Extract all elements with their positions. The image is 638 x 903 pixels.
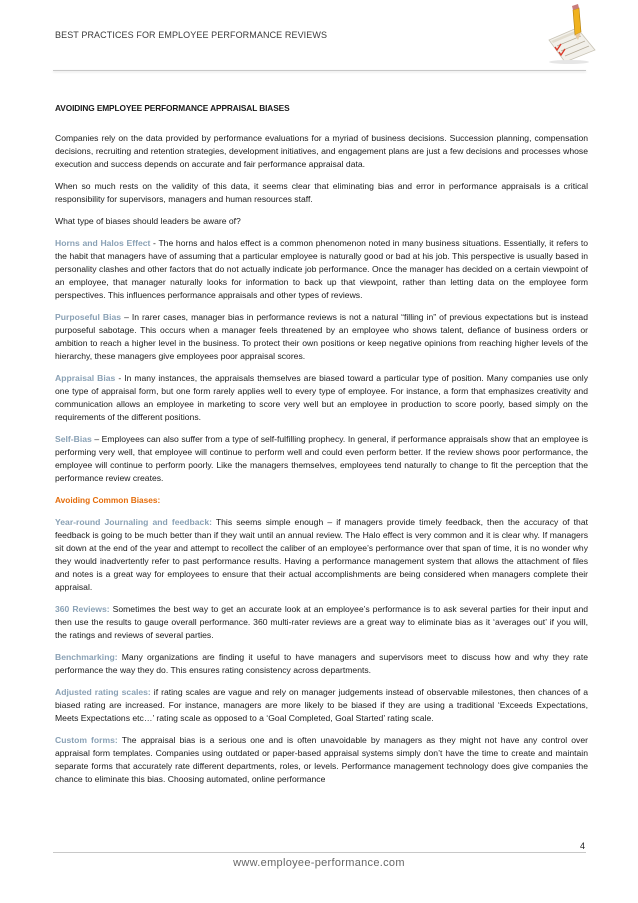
remedy-paragraph — [55, 651, 588, 677]
intro-paragraph: When so much rests on the validity of this data, it seems clear that eliminating bias and error in performance appraisals is a critical responsibility for supervisors, managers and human resources staff. — [55, 181, 588, 204]
footer-url[interactable]: www.employee-performance.com — [233, 857, 405, 869]
bias-paragraph — [55, 311, 588, 363]
bias-text: The horns and halos effect is a common phenomenon noted in many business situations. Essentially, it refers to the habit that managers have of assuming that a particular employee is naturally good or bad at his job. This perspective is usually based in personality clashes and other factors that do not actually indicate job performance. Once the manager has decided on a certain viewpoint of an employee, that manager naturally looks for information to back up that viewpoint, rather than letting data on the employee form perspectives. This influences performance appraisals and other types of reviews. — [55, 238, 588, 300]
bias-paragraph — [55, 433, 588, 485]
bias-term: Self-Bias — [55, 434, 92, 444]
remedy-text: The appraisal bias is a serious one and is often unavoidable by managers as they might not have any control over appraisal form templates. Companies using outdated or paper-based appraisal systems simply don’t have the time to create and maintain separate forms that accurately rate different departments, roles, or levels. Performance management technology does give companies the chance to eliminate this bias. Choosing automated, online performance — [55, 735, 588, 784]
avoiding-heading: Avoiding Common Biases: — [55, 495, 161, 505]
footer-divider — [53, 852, 586, 853]
remedy-term: Adjusted rating scales: — [55, 687, 151, 697]
separator: – — [121, 312, 132, 322]
bias-text: In rarer cases, manager bias in performance reviews is not a natural “filling in” of previous expectations but is instead purposeful sabotage. This occurs when a manager feels threatened by an employee who shows talent, defiance of business orders or ambition to reach a higher level in the business. To protect their own positions or keep negative opinions from reaching higher levels of the hierarchy, these managers give employees poor appraisal scores. — [55, 312, 588, 361]
pencil-checklist-icon — [543, 2, 598, 64]
section-title: AVOIDING EMPLOYEE PERFORMANCE APPRAISAL BIASES — [55, 103, 290, 113]
intro-paragraph: Companies rely on the data provided by performance evaluations for a myriad of business decisions. Succession planning, compensation decisions, recruiting and retention strategies, development initiatives, and engagement plans are just a few decisions and processes whose execution and success depends on accurate and fair performance appraisal data. — [55, 133, 588, 169]
page-body — [55, 102, 588, 795]
remedy-paragraph — [55, 603, 588, 642]
header-divider — [53, 70, 586, 71]
remedy-paragraph — [55, 686, 588, 725]
remedy-paragraph — [55, 516, 588, 594]
remedy-text: Many organizations are finding it useful to have managers and supervisors meet to discuss how and why they rate performance the way they do. This ensures rating consistency across departments. — [55, 652, 588, 675]
separator: - — [150, 238, 159, 248]
page-number: 4 — [580, 841, 586, 851]
remedy-text: This seems simple enough – if managers provide timely feedback, then the accuracy of that feedback is going to be much better than if they wait until an annual review. The Halo effect is very common and it is clear why. If managers sit down at the end of the year and attempt to recollect the caliber of an employee’s performance over that span of time, it is no wonder why they would inadvertently refer to past performance results. Having a performance management system that allows the attachment of files and notes is a great way for employees to ensure that their actual accomplishments are being considered when managers complete their appraisal. — [55, 517, 588, 592]
bias-text: In many instances, the appraisals themselves are biased toward a particular type of position. Many companies use only one type of appraisal form, but one form rarely applies well to every type of employee. For instance, a form that emphasizes creativity and communication allows an employee in marketing to score very well but an employee in production to score poorly, based simply on the requirements of the different positions. — [55, 373, 589, 422]
remedy-text: if rating scales are vague and rely on manager judgements instead of observable milestones, then chances of a biased rating are increased. For instance, managers are more likely to be biased if they are using a traditional ‘Exceeds Expectations, Meets Expectations etc…’ rating scale as opposed to a ‘Goal Completed, Goal Started’ rating scale. — [55, 687, 588, 723]
bias-text: Employees can also suffer from a type of self-fulfilling prophecy. In general, if performance appraisals show that an employee is performing very well, that employee will continue to perform well and could even perform better. If the review shows poor performance, the employee will continue to perform poorly. Like the managers themselves, employees tend naturally to change to fit the perception that the performance review creates. — [55, 434, 588, 483]
remedy-term: Benchmarking: — [55, 652, 118, 662]
bias-term: Appraisal Bias — [55, 373, 116, 383]
bias-term: Purposeful Bias — [55, 312, 122, 322]
separator: – — [91, 434, 102, 444]
remedy-term: 360 Reviews: — [55, 604, 110, 614]
remedy-term: Custom forms: — [55, 735, 118, 745]
bias-paragraph — [55, 237, 588, 302]
bias-paragraph — [55, 372, 588, 424]
bias-term: Horns and Halos Effect — [55, 238, 151, 248]
header-title: BEST PRACTICES FOR EMPLOYEE PERFORMANCE REVIEWS — [55, 30, 328, 40]
remedy-paragraph — [55, 734, 588, 786]
remedy-term: Year-round Journaling and feedback: — [55, 517, 212, 527]
question-paragraph: What type of biases should leaders be aware of? — [55, 216, 241, 226]
separator: - — [115, 373, 125, 383]
remedy-text: Sometimes the best way to get an accurate look at an employee’s performance is to ask several parties for their input and then use the results to gauge overall performance. 360 multi-rater reviews are a great way to eliminate bias as it ‘averages out’ if you will, the ratings and reviews of several parties. — [55, 604, 588, 640]
